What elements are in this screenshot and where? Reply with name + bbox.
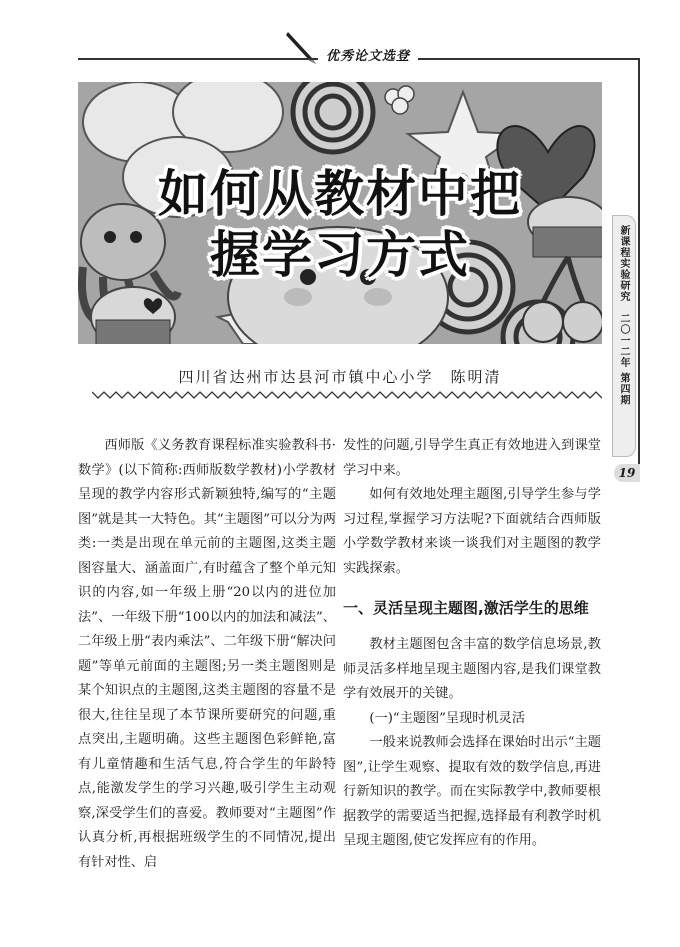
body-paragraph: 教材主题图包含丰富的数学信息场景,教师灵活多样地呈现主题图内容,是我们课堂教学有效展开的关键。 [343,637,601,701]
body-paragraph: 一般来说教师会选择在课始时出示“主题图”,让学生观察、提取有效的数学信息,再进行新知识的教学。而在实际教学中,教师要根据教学的需要适当把握,选择最有利教学时机呈现主题图,使它发挥应有的作用。 [343,735,601,848]
banner-illustration [78,82,602,344]
section-heading: 一、灵活呈现主题图,激活学生的思维 [343,599,589,617]
left-column [78,434,336,875]
right-column [343,434,601,854]
body-paragraph: 发性的问题,引导学生真正有效地进入到课堂学习中来。 [343,438,601,478]
zigzag-divider [92,390,602,400]
body-paragraph: 西师版《义务教育课程标准实验教科书·数学》(以下简称:西师版数学教材)小学教材呈现的教学内容形式新颖独特,编写的“主题图”就是其一大特色。其“主题图”可以分为两类:一类是出现在单元前的主题图,这类主题图容量大、涵盖面广,有时蕴含了整个单元知识的内容,如一年级上册“20以内的进位加法”、一年级下册“100以内的加法和减法”、二年级上册“表内乘法”、二年级下册“解决问题”等单元前面的主题图;另一类主题图则是某个知识点的主题图,这类主题图的容量不是很大,往往呈现了本节课所要研究的问题,重点突出,主题明确。这些主题图色彩鲜艳,富有儿童情趣和生活气息,符合学生的年龄特点,能激发学生的学习兴趣,吸引学生主动观察,深受学生们的喜爱。教师要对“主题图”作认真分析,再根据班级学生的不同情况,提出有针对性、启 [78,438,336,870]
journal-name: 新课程实验研究 二〇一二年 第四期 [618,225,629,406]
cupcake-shape [91,287,175,344]
article-title-line1: 如何从教材中把 [158,165,522,223]
article-title-line2: 握学习方式 [210,226,470,284]
sub-heading: (一)“主题图”呈现时机灵活 [369,710,526,726]
pen-icon [282,28,322,68]
page-number: 19 [614,464,640,482]
author-line: 四川省达州市达县河市镇中心小学 陈明清 [178,368,502,386]
body-paragraph: 如何有效地处理主题图,引导学生参与学习过程,掌握学习方法呢?下面就结合西师版小学数学教材来谈一谈我们对主题图的教学实践探索。 [343,487,601,576]
header-title: 优秀论文选登 [318,45,418,64]
side-rule [638,58,640,478]
